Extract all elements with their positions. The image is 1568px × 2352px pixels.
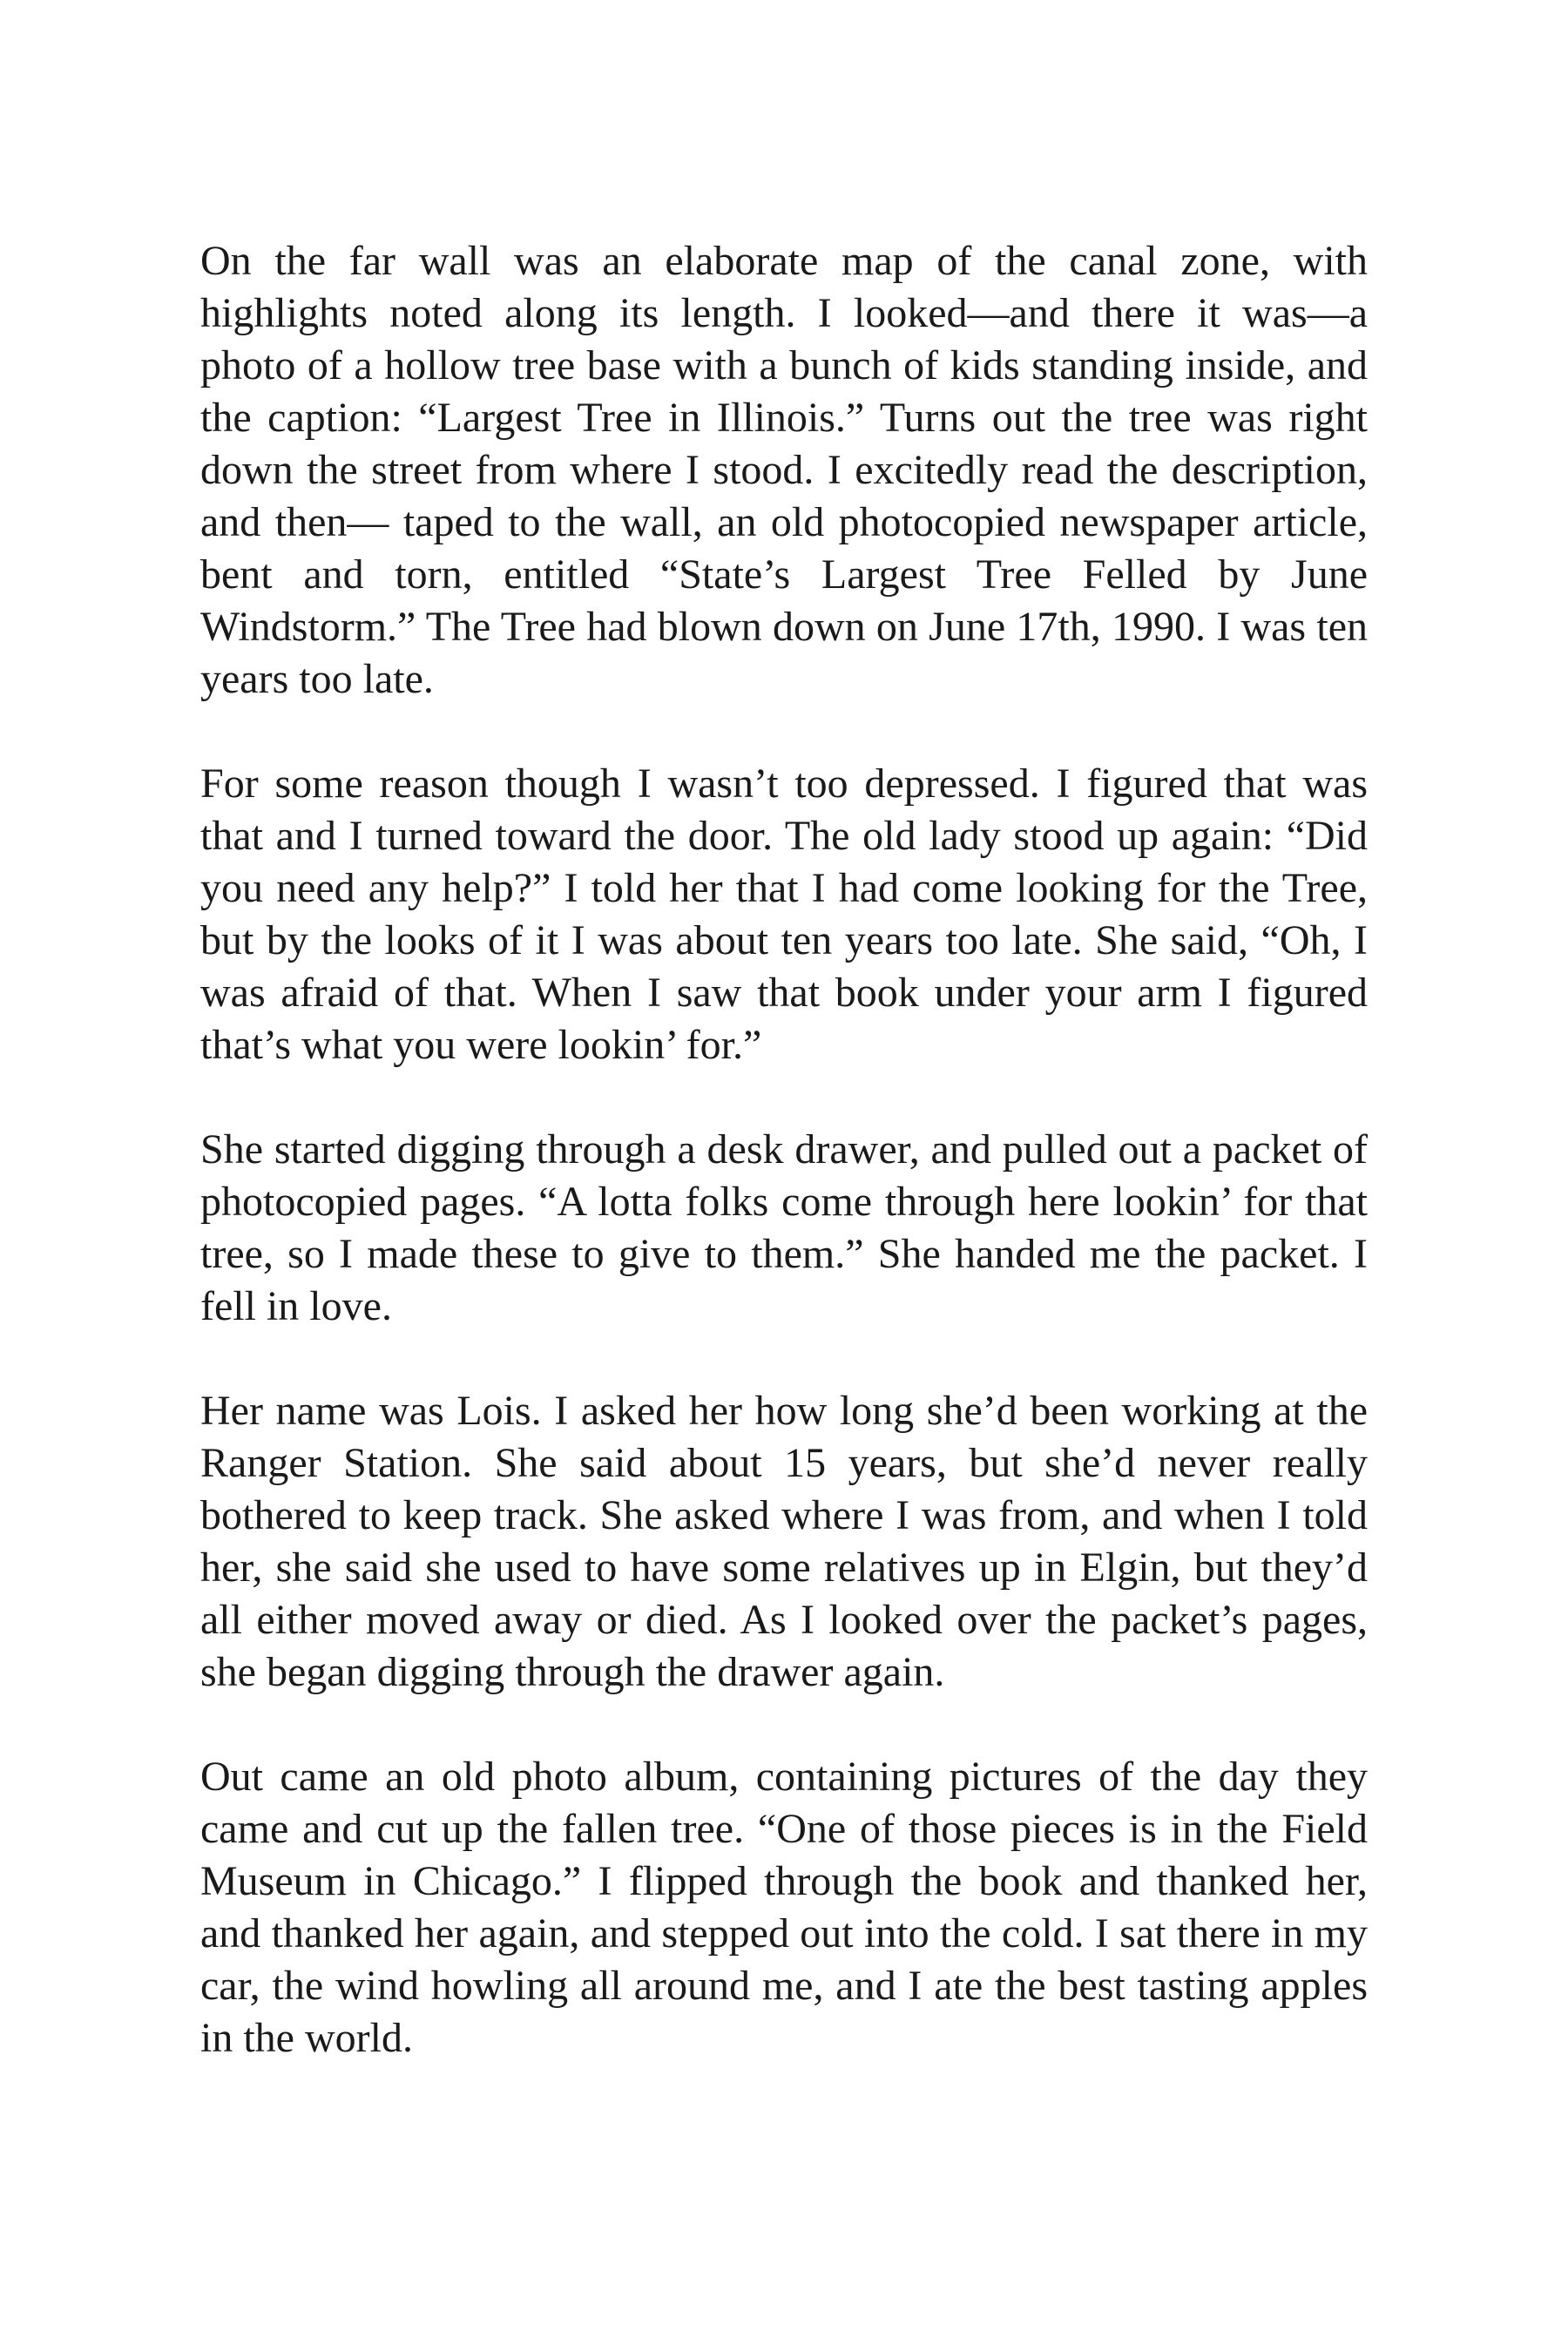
paragraph-4: Her name was Lois. I asked her how long she’d been working at the Ranger Station. She said about 15 years, but she’d never really bothered to keep track. She asked where I was from, and when I told her, she said she used to have some relatives up in Elgin, but they’d all either moved away or died. As I looked over the packet’s pages, she began digging through the drawer again. <box>200 1388 1368 1695</box>
paragraph-2: For some reason though I wasn’t too depressed. I figured that was that and I turned toward the door. The old lady stood up again: “Did you need any help?” I told her that I had come looking for the Tree, but by the looks of it I was about ten years too late. She said, “Oh, I was afraid of that. When I saw that book under your arm I figured that’s what you were lookin’ for.” <box>200 760 1368 1068</box>
body-text <box>200 235 1368 2065</box>
paragraph-3: She started digging through a desk drawer, and pulled out a packet of photocopied pages. “A lotta folks come through here lookin’ for that tree, so I made these to give to them.” She handed me the packet. I fell in love. <box>200 1126 1368 1329</box>
paragraph-1: On the far wall was an elaborate map of the canal zone, with highlights noted along its length. I looked—and there it was—a photo of a hollow tree base with a bunch of kids standing inside, and the caption: “Largest Tree in Illinois.” Turns out the tree was right down the street from where I stood. I excitedly read the description, and then— taped to the wall, an old photocopied newspaper article, bent and torn, entitled “State’s Largest Tree Felled by June Windstorm.” The Tree had blown down on June 17th, 1990. I was ten years too late. <box>200 238 1368 702</box>
paragraph-5: Out came an old photo album, containing pictures of the day they came and cut up the fallen tree. “One of those pieces is in the Field Museum in Chicago.” I flipped through the book and thanked her, and thanked her again, and stepped out into the cold. I sat there in my car, the wind howling all around me, and I ate the best tasting apples in the world. <box>200 1754 1368 2061</box>
